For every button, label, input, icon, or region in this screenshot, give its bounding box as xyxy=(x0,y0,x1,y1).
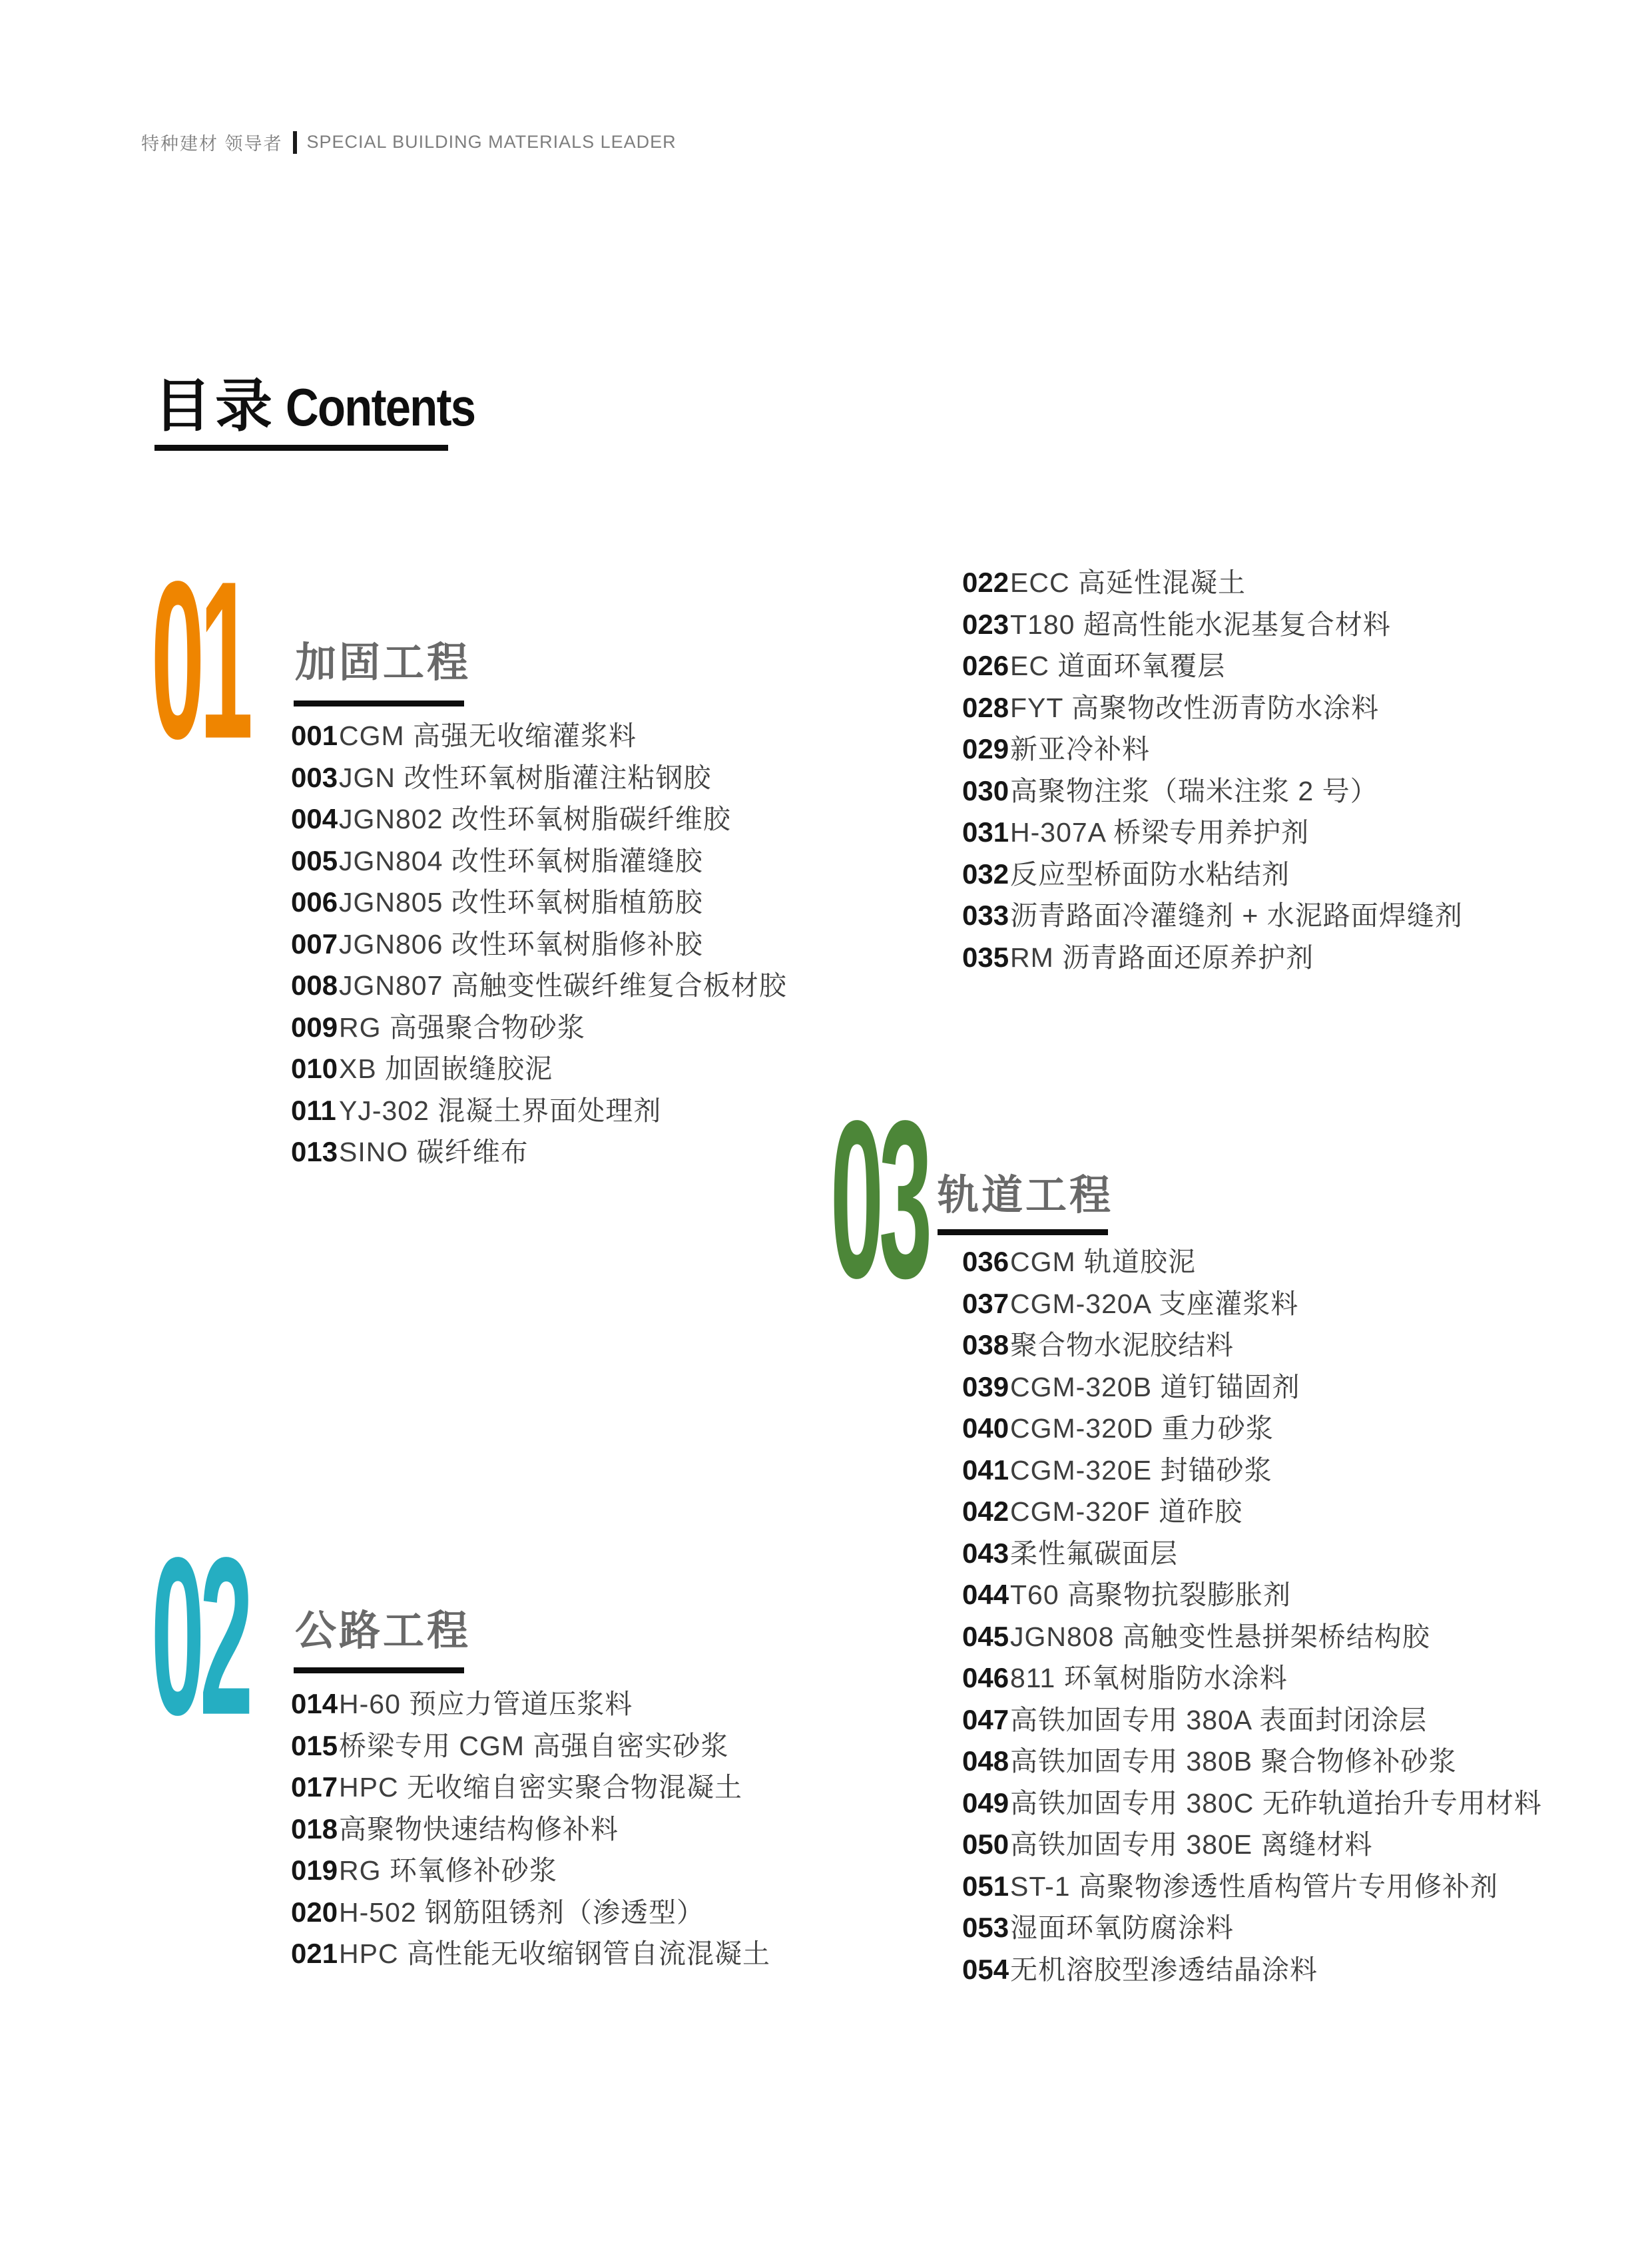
section-01-underline xyxy=(294,701,464,706)
entry-page-number: 003 xyxy=(291,761,338,793)
toc-entry xyxy=(962,734,1463,776)
toc-entry xyxy=(962,1788,1542,1830)
toc-entry xyxy=(962,1954,1542,1996)
entry-title: 反应型桥面防水粘结剂 xyxy=(1010,858,1290,890)
page-title xyxy=(154,360,506,442)
entry-page-number: 046 xyxy=(962,1662,1009,1693)
entry-title: SINO 碳纤维布 xyxy=(339,1137,529,1167)
entry-page-number: 038 xyxy=(962,1329,1009,1360)
entry-title: JGN807 高触变性碳纤维复合板材胶 xyxy=(339,970,787,1001)
entry-title: 811 环氧树脂防水涂料 xyxy=(1010,1663,1288,1693)
toc-entry xyxy=(962,1912,1542,1954)
toc-entry xyxy=(962,776,1463,818)
entry-page-number: 001 xyxy=(291,720,338,751)
section-03-title: 轨道工程 xyxy=(938,1173,1114,1219)
entry-title: T60 高聚物抗裂膨胀剂 xyxy=(1010,1579,1292,1610)
entry-page-number: 051 xyxy=(962,1870,1009,1902)
toc-entry xyxy=(962,1413,1542,1455)
entry-page-number: 047 xyxy=(962,1703,1009,1735)
entry-title: JGN 改性环氧树脂灌注粘钢胶 xyxy=(339,762,712,793)
entry-title: 新亚冷补料 xyxy=(1010,734,1150,764)
entry-page-number: 048 xyxy=(962,1745,1009,1777)
toc-entry xyxy=(962,1496,1542,1538)
toc-entry xyxy=(962,1829,1542,1871)
header-divider xyxy=(293,131,297,154)
entry-page-number: 017 xyxy=(291,1771,338,1803)
toc-entry xyxy=(291,1814,770,1856)
entry-page-number: 023 xyxy=(962,608,1009,640)
entry-title: H-60 预应力管道压浆料 xyxy=(339,1689,633,1719)
toc-entry xyxy=(962,1247,1542,1288)
toc-list-section-03 xyxy=(962,1247,1542,1996)
toc-entry xyxy=(291,887,787,929)
entry-page-number: 007 xyxy=(291,928,338,960)
entry-title: JGN805 改性环氧树脂植筋胶 xyxy=(339,887,703,918)
toc-entry xyxy=(962,609,1463,651)
entry-title: H-502 钢筋阻锈剂（渗透型） xyxy=(339,1896,705,1928)
entry-page-number: 032 xyxy=(962,858,1009,890)
entry-title: CGM-320B 道钉锚固剂 xyxy=(1010,1371,1300,1402)
entry-page-number: 030 xyxy=(962,774,1009,806)
entry-title: 桥梁专用 CGM 高强自密实砂浆 xyxy=(339,1730,729,1761)
entry-page-number: 011 xyxy=(291,1094,336,1126)
entry-page-number: 014 xyxy=(291,1688,338,1719)
entry-page-number: 018 xyxy=(291,1813,338,1844)
entry-title: JGN808 高触变性悬拼架桥结构胶 xyxy=(1010,1621,1430,1652)
toc-entry xyxy=(291,1012,787,1054)
entry-title: 高聚物注浆（瑞米注浆 2 号） xyxy=(1010,775,1378,806)
toc-entry xyxy=(291,1772,770,1814)
toc-list-section-02 xyxy=(291,1689,770,1980)
entry-page-number: 029 xyxy=(962,733,1009,764)
section-03-underline xyxy=(938,1229,1108,1235)
toc-entry xyxy=(962,1663,1542,1705)
entry-page-number: 035 xyxy=(962,941,1009,973)
toc-entry xyxy=(962,1372,1542,1414)
toc-entry xyxy=(291,1897,770,1939)
section-02-number: 02 xyxy=(151,1510,249,1762)
toc-entry xyxy=(962,1455,1542,1497)
toc-entry xyxy=(291,762,787,804)
toc-entry xyxy=(291,720,787,762)
toc-entry xyxy=(291,1095,787,1137)
entry-title: JGN802 改性环氧树脂碳纤维胶 xyxy=(339,804,731,834)
entry-title: T180 超高性能水泥基复合材料 xyxy=(1010,609,1391,640)
section-03-number: 03 xyxy=(830,1073,928,1325)
entry-title: JGN804 改性环氧树脂灌缝胶 xyxy=(339,845,703,876)
toc-entry xyxy=(962,1330,1542,1372)
entry-page-number: 045 xyxy=(962,1620,1009,1652)
section-01-number: 01 xyxy=(151,533,249,786)
entry-title: ST-1 高聚物渗透性盾构管片专用修补剂 xyxy=(1010,1870,1498,1902)
entry-page-number: 013 xyxy=(291,1136,338,1167)
toc-entry xyxy=(291,1855,770,1897)
toc-entry xyxy=(291,1053,787,1095)
toc-entry xyxy=(962,1538,1542,1580)
toc-entry xyxy=(962,1579,1542,1621)
entry-page-number: 042 xyxy=(962,1496,1009,1527)
entry-page-number: 043 xyxy=(962,1537,1009,1569)
entry-page-number: 053 xyxy=(962,1912,1009,1943)
toc-entry xyxy=(291,929,787,971)
section-01-title: 加固工程 xyxy=(295,640,471,686)
entry-page-number: 033 xyxy=(962,900,1009,931)
toc-entry xyxy=(962,1621,1542,1663)
entry-page-number: 021 xyxy=(291,1938,338,1969)
entry-title: 无机溶胶型渗透结晶涂料 xyxy=(1010,1954,1318,1985)
entry-title: JGN806 改性环氧树脂修补胶 xyxy=(339,928,703,960)
entry-page-number: 044 xyxy=(962,1579,1009,1610)
entry-title: EC 道面环氧覆层 xyxy=(1010,651,1226,681)
entry-title: 柔性氟碳面层 xyxy=(1010,1538,1178,1569)
entry-title: 沥青路面冷灌缝剂 + 水泥路面焊缝剂 xyxy=(1010,900,1463,931)
toc-entry xyxy=(962,567,1463,609)
toc-entry xyxy=(962,1288,1542,1330)
toc-entry xyxy=(962,693,1463,734)
entry-title: YJ-302 混凝土界面处理剂 xyxy=(339,1095,662,1126)
entry-title: RG 高强聚合物砂浆 xyxy=(339,1011,585,1043)
entry-title: 高铁加固专用 380E 离缝材料 xyxy=(1010,1829,1373,1860)
entry-page-number: 028 xyxy=(962,691,1009,723)
entry-title: CGM 高强无收缩灌浆料 xyxy=(339,720,637,751)
entry-title: 聚合物水泥胶结料 xyxy=(1010,1330,1234,1360)
brand-en: SPECIAL BUILDING MATERIALS LEADER xyxy=(306,132,677,152)
entry-page-number: 010 xyxy=(291,1053,338,1084)
toc-entry xyxy=(962,1746,1542,1788)
toc-entry xyxy=(962,900,1463,942)
entry-title: 高聚物快速结构修补料 xyxy=(339,1813,619,1844)
toc-entry xyxy=(291,1731,770,1773)
entry-page-number: 019 xyxy=(291,1854,338,1886)
section-02-underline xyxy=(294,1667,464,1673)
entry-page-number: 054 xyxy=(962,1953,1009,1985)
entry-title: 湿面环氧防腐涂料 xyxy=(1010,1912,1234,1943)
page-title-en: Contents xyxy=(286,378,475,437)
toc-entry xyxy=(962,1705,1542,1747)
entry-title: 高铁加固专用 380A 表面封闭涂层 xyxy=(1010,1704,1428,1735)
entry-title: FYT 高聚物改性沥青防水涂料 xyxy=(1010,692,1380,723)
toc-entry xyxy=(962,817,1463,859)
entry-title: H-307A 桥梁专用养护剂 xyxy=(1010,817,1310,848)
section-02-title: 公路工程 xyxy=(295,1608,471,1654)
entry-page-number: 005 xyxy=(291,844,338,876)
toc-entry xyxy=(962,1871,1542,1913)
entry-page-number: 037 xyxy=(962,1287,1009,1319)
entry-title: CGM-320E 封锚砂浆 xyxy=(1010,1454,1272,1486)
toc-entry xyxy=(962,942,1463,984)
entry-title: HPC 高性能无收缩钢管自流混凝土 xyxy=(339,1938,770,1969)
toc-entry xyxy=(291,804,787,846)
entry-page-number: 022 xyxy=(962,567,1009,598)
entry-title: CGM 轨道胶泥 xyxy=(1010,1247,1197,1277)
entry-page-number: 026 xyxy=(962,650,1009,681)
toc-entry xyxy=(291,846,787,888)
toc-list-section-01 xyxy=(291,720,787,1179)
toc-entry xyxy=(291,970,787,1012)
entry-page-number: 004 xyxy=(291,803,338,834)
entry-page-number: 031 xyxy=(962,816,1009,848)
entry-title: ECC 高延性混凝土 xyxy=(1010,567,1246,598)
entry-page-number: 049 xyxy=(962,1787,1009,1819)
toc-list-section-02-continued xyxy=(962,567,1463,983)
entry-page-number: 040 xyxy=(962,1412,1009,1444)
entry-page-number: 009 xyxy=(291,1011,338,1043)
toc-entry xyxy=(962,651,1463,693)
page-title-zh: 目录 xyxy=(154,374,276,438)
entry-title: CGM-320A 支座灌浆料 xyxy=(1010,1288,1299,1319)
entry-title: HPC 无收缩自密实聚合物混凝土 xyxy=(339,1772,742,1803)
entry-page-number: 036 xyxy=(962,1246,1009,1277)
entry-title: XB 加固嵌缝胶泥 xyxy=(339,1053,553,1084)
entry-title: 高铁加固专用 380B 聚合物修补砂浆 xyxy=(1010,1746,1457,1777)
entry-title: RG 环氧修补砂浆 xyxy=(339,1855,557,1886)
entry-page-number: 008 xyxy=(291,970,338,1001)
title-underline xyxy=(154,445,448,451)
entry-page-number: 039 xyxy=(962,1370,1009,1402)
page-header xyxy=(141,129,677,155)
entry-title: RM 沥青路面还原养护剂 xyxy=(1010,942,1314,973)
entry-title: CGM-320F 道砟胶 xyxy=(1010,1496,1243,1527)
entry-page-number: 015 xyxy=(291,1729,338,1761)
toc-entry xyxy=(291,1938,770,1980)
toc-entry xyxy=(962,859,1463,901)
entry-page-number: 050 xyxy=(962,1828,1009,1860)
entry-title: 高铁加固专用 380C 无砟轨道抬升专用材料 xyxy=(1010,1787,1542,1819)
toc-entry xyxy=(291,1137,787,1179)
toc-entry xyxy=(291,1689,770,1731)
entry-page-number: 020 xyxy=(291,1896,338,1928)
entry-title: CGM-320D 重力砂浆 xyxy=(1010,1413,1274,1444)
entry-page-number: 006 xyxy=(291,886,338,918)
entry-page-number: 041 xyxy=(962,1454,1009,1486)
brand-zh: 特种建材 领导者 xyxy=(141,134,283,154)
